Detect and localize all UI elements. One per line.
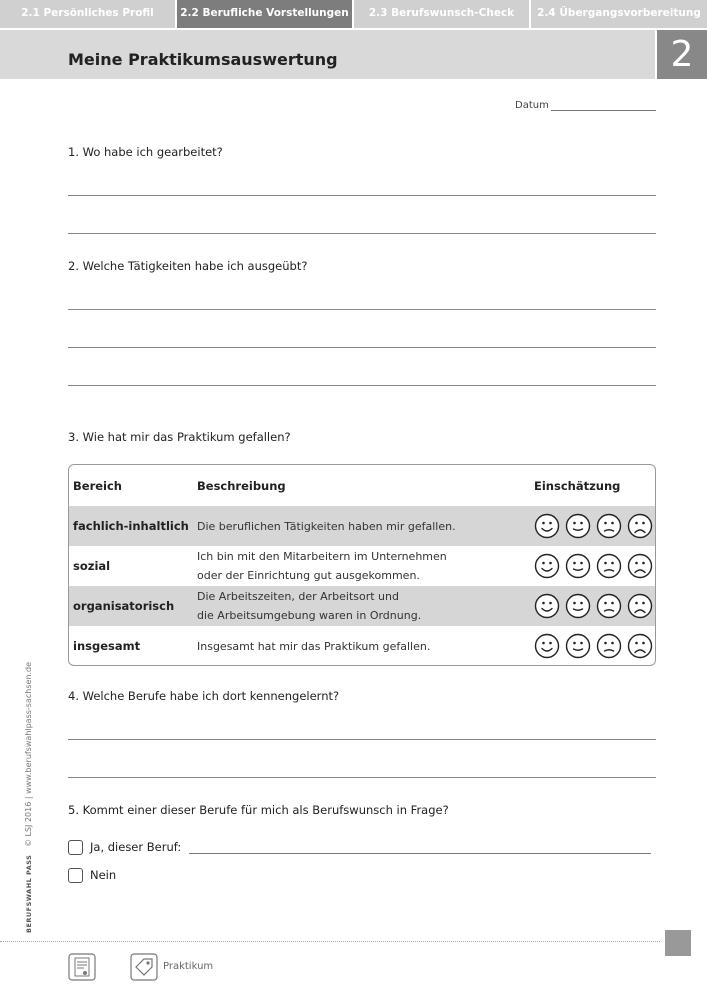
tab-persoenliches-profil[interactable]: 2.1 Persönliches Profil [0, 0, 177, 28]
rating-table [68, 464, 656, 666]
copyright-text: © LSJ 2016 | www.berufswahlpass-sachsen.de [24, 661, 33, 848]
smile-face-icon[interactable] [534, 553, 560, 579]
question-3: 3. Wie hat mir das Praktikum gefallen? [68, 430, 291, 444]
rating-faces [534, 593, 653, 619]
footer-tag-label: Praktikum [163, 961, 214, 972]
slight-frown-face-icon[interactable] [596, 553, 622, 579]
checkbox-no-label: Nein [90, 868, 117, 882]
question-4: 4. Welche Berufe habe ich dort kennengelernt? [68, 689, 340, 703]
section-tabs [0, 0, 707, 28]
slight-frown-face-icon[interactable] [596, 633, 622, 659]
slight-smile-face-icon[interactable] [565, 513, 591, 539]
slight-frown-face-icon[interactable] [596, 513, 622, 539]
answer-line-q2-3[interactable] [68, 385, 656, 386]
answer-line-q2-2[interactable] [68, 347, 656, 348]
checkbox-no[interactable] [68, 868, 83, 883]
slight-smile-face-icon[interactable] [565, 553, 591, 579]
frown-face-icon[interactable] [627, 553, 653, 579]
row-category: fachlich-inhaltlich [73, 519, 189, 533]
tab-uebergangsvorbereitung[interactable]: 2.4 Übergangsvorbereitung [531, 0, 707, 28]
table-row [69, 626, 655, 666]
page-title: Meine Praktikumsauswertung [68, 50, 338, 69]
datum-field[interactable] [551, 110, 656, 111]
rating-faces [534, 513, 653, 539]
row-category: sozial [73, 559, 111, 573]
frown-face-icon[interactable] [627, 633, 653, 659]
answer-line-q1-2[interactable] [68, 233, 656, 234]
row-description: Ich bin mit den Mitarbeitern im Unternehmen oder der Einrichtung gut ausgekommen. [197, 550, 447, 582]
question-1: 1. Wo habe ich gearbeitet? [68, 145, 223, 159]
answer-line-q1-1[interactable] [68, 195, 656, 196]
side-imprint [24, 662, 33, 933]
tab-berufliche-vorstellungen[interactable]: 2.2 Berufliche Vorstellungen [177, 0, 354, 28]
header-einschaetzung: Einschätzung [534, 479, 621, 493]
footer-divider [0, 941, 660, 942]
beruf-answer-line[interactable] [189, 853, 651, 854]
table-row [69, 506, 655, 546]
page-marker [665, 930, 691, 956]
header-bereich: Bereich [73, 479, 122, 493]
answer-line-q2-1[interactable] [68, 309, 656, 310]
rating-faces [534, 553, 653, 579]
question-2: 2. Welche Tätigkeiten habe ich ausgeübt? [68, 259, 308, 273]
datum-label: Datum [515, 100, 549, 111]
row-description: Die beruflichen Tätigkeiten haben mir gefallen. [197, 519, 456, 533]
chapter-number: 2 [657, 30, 707, 79]
slight-frown-face-icon[interactable] [596, 593, 622, 619]
frown-face-icon[interactable] [627, 513, 653, 539]
document-icon [68, 953, 96, 981]
frown-face-icon[interactable] [627, 593, 653, 619]
brand-label: BERUFSWAHL PASS [25, 854, 33, 933]
row-description: Die Arbeitszeiten, der Arbeitsort und die Arbeitsumgebung waren in Ordnung. [197, 590, 422, 622]
smile-face-icon[interactable] [534, 513, 560, 539]
table-header [69, 465, 655, 507]
row-description: Insgesamt hat mir das Praktikum gefallen. [197, 639, 431, 653]
tag-icon [130, 953, 158, 981]
table-row [69, 586, 655, 626]
rating-faces [534, 633, 653, 659]
smile-face-icon[interactable] [534, 593, 560, 619]
slight-smile-face-icon[interactable] [565, 633, 591, 659]
slight-smile-face-icon[interactable] [565, 593, 591, 619]
row-category: organisatorisch [73, 599, 175, 613]
smile-face-icon[interactable] [534, 633, 560, 659]
answer-line-q4-2[interactable] [68, 777, 656, 778]
header-beschreibung: Beschreibung [197, 479, 286, 493]
answer-line-q4-1[interactable] [68, 739, 656, 740]
row-category: insgesamt [73, 639, 141, 653]
question-5: 5. Kommt einer dieser Berufe für mich als Berufswunsch in Frage? [68, 803, 449, 817]
tab-berufswunsch-check[interactable]: 2.3 Berufswunsch-Check [354, 0, 531, 28]
checkbox-yes[interactable] [68, 840, 83, 855]
checkbox-yes-label: Ja, dieser Beruf: [90, 840, 182, 854]
table-row [69, 546, 655, 586]
